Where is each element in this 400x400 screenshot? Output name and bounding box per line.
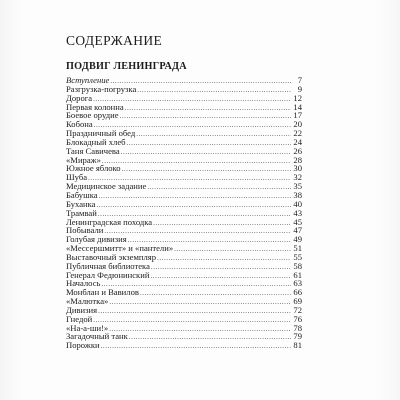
- toc-entry-page: 30: [293, 163, 302, 174]
- toc-entry-page: 76: [293, 313, 302, 324]
- toc-entry-page: 78: [293, 322, 302, 333]
- toc-entry-title: Бабушка: [66, 189, 98, 200]
- toc-entry-title: Публичная библиотека: [66, 260, 150, 271]
- toc-entry: [66, 182, 302, 191]
- toc-entry-page: 28: [293, 154, 302, 165]
- toc-entry-page: 24: [293, 136, 302, 147]
- toc-entry-title: Генерал Федюнинский: [66, 269, 150, 280]
- toc-entry-title: «Мессершмитт» и «пантели»: [66, 243, 174, 254]
- toc-entry-title: Трамвай: [66, 207, 97, 218]
- toc-entry: [66, 306, 302, 315]
- toc-entry-title: Загадочный танк: [66, 331, 128, 342]
- toc-entry-page: 61: [293, 269, 302, 280]
- toc-entry-title: Буханка: [66, 198, 96, 209]
- toc-entry-title: Порожки: [66, 340, 100, 351]
- toc-entry-page: 32: [293, 172, 302, 183]
- toc-entry-page: 58: [293, 260, 302, 271]
- toc-entry-title: Началось: [66, 278, 101, 289]
- toc-entry-title: Побывали: [66, 225, 104, 236]
- toc-entry-page: 55: [293, 251, 302, 262]
- toc-entry-title: Праздничный обед: [66, 128, 136, 139]
- toc-entry-page: 7: [297, 75, 302, 85]
- toc-entry-page: 45: [293, 216, 302, 227]
- toc-entry-page: 81: [293, 340, 302, 351]
- toc-entry: [66, 341, 302, 350]
- toc-entry-page: 51: [293, 243, 302, 254]
- toc-entry-title: Боевое орудие: [66, 110, 119, 121]
- toc-entry-page: 22: [293, 128, 302, 139]
- toc-entry-title: Гнедой: [66, 313, 93, 324]
- toc-entry-title: Блокадный хлеб: [66, 136, 126, 147]
- toc-entry: [66, 297, 302, 306]
- toc-entry-title: «На-а-ши!»: [66, 322, 109, 333]
- toc-entry: [66, 332, 302, 341]
- toc-entry-page: 63: [293, 278, 302, 289]
- toc-entry-page: 43: [293, 207, 302, 218]
- toc-entry-title: «Мираж»: [66, 154, 101, 165]
- toc-entry-title: Дивизия: [66, 304, 98, 315]
- toc-entry-page: 38: [293, 189, 302, 200]
- toc-entry-page: 40: [293, 198, 302, 209]
- toc-entry: [66, 111, 302, 120]
- toc-entry-page: 72: [293, 304, 302, 315]
- toc-entry: [66, 191, 302, 200]
- toc-entry-title: «Малютка»: [66, 296, 109, 307]
- toc-entry-title: Первая колонна: [66, 101, 124, 112]
- toc-leader-dots: [101, 341, 291, 351]
- toc-heading: СОДЕРЖАНИЕ: [66, 33, 163, 48]
- toc-entry: [66, 271, 302, 280]
- toc-entry-page: 26: [293, 145, 302, 156]
- toc-entry-title: Шуба: [66, 172, 88, 183]
- toc-entry-page: 47: [293, 225, 302, 236]
- toc-entry-title: Вступление: [66, 75, 110, 85]
- toc-entry-list: [66, 76, 302, 350]
- toc-entry-title: Дорога: [66, 92, 93, 103]
- toc-entry-page: 66: [293, 287, 302, 298]
- toc-entry-title: Кобона: [66, 119, 93, 130]
- toc-entry-title: Выставочный экземпляр: [66, 251, 157, 262]
- toc-entry-title: Голубая дивизия: [66, 234, 127, 245]
- section-title: ПОДВИГ ЛЕНИНГРАДА: [66, 61, 187, 72]
- toc-entry-page: 12: [293, 92, 302, 103]
- toc-entry-title: Южное яблоко: [66, 163, 121, 174]
- toc-entry: [66, 200, 302, 209]
- toc-entry: [66, 147, 302, 156]
- toc-entry-page: 14: [293, 101, 302, 112]
- toc-entry: [66, 85, 302, 94]
- toc-entry-title: Медицинское задание: [66, 181, 147, 192]
- toc-entry-title: Таня Савичева: [66, 145, 120, 156]
- toc-entry-title: Разгрузка-погрузка: [66, 83, 137, 94]
- toc-entry-page: 20: [293, 119, 302, 130]
- toc-entry-title: Монблан и Вавилов: [66, 287, 139, 298]
- toc-entry-page: 9: [297, 83, 302, 94]
- toc-entry-title: Ленинградская походка: [66, 216, 153, 227]
- toc-entry-page: 79: [293, 331, 302, 342]
- toc-entry-page: 69: [293, 296, 302, 307]
- toc-entry-page: 35: [293, 181, 302, 192]
- toc-entry-page: 49: [293, 234, 302, 245]
- toc-entry-page: 17: [293, 110, 302, 121]
- toc-entry: [66, 164, 302, 173]
